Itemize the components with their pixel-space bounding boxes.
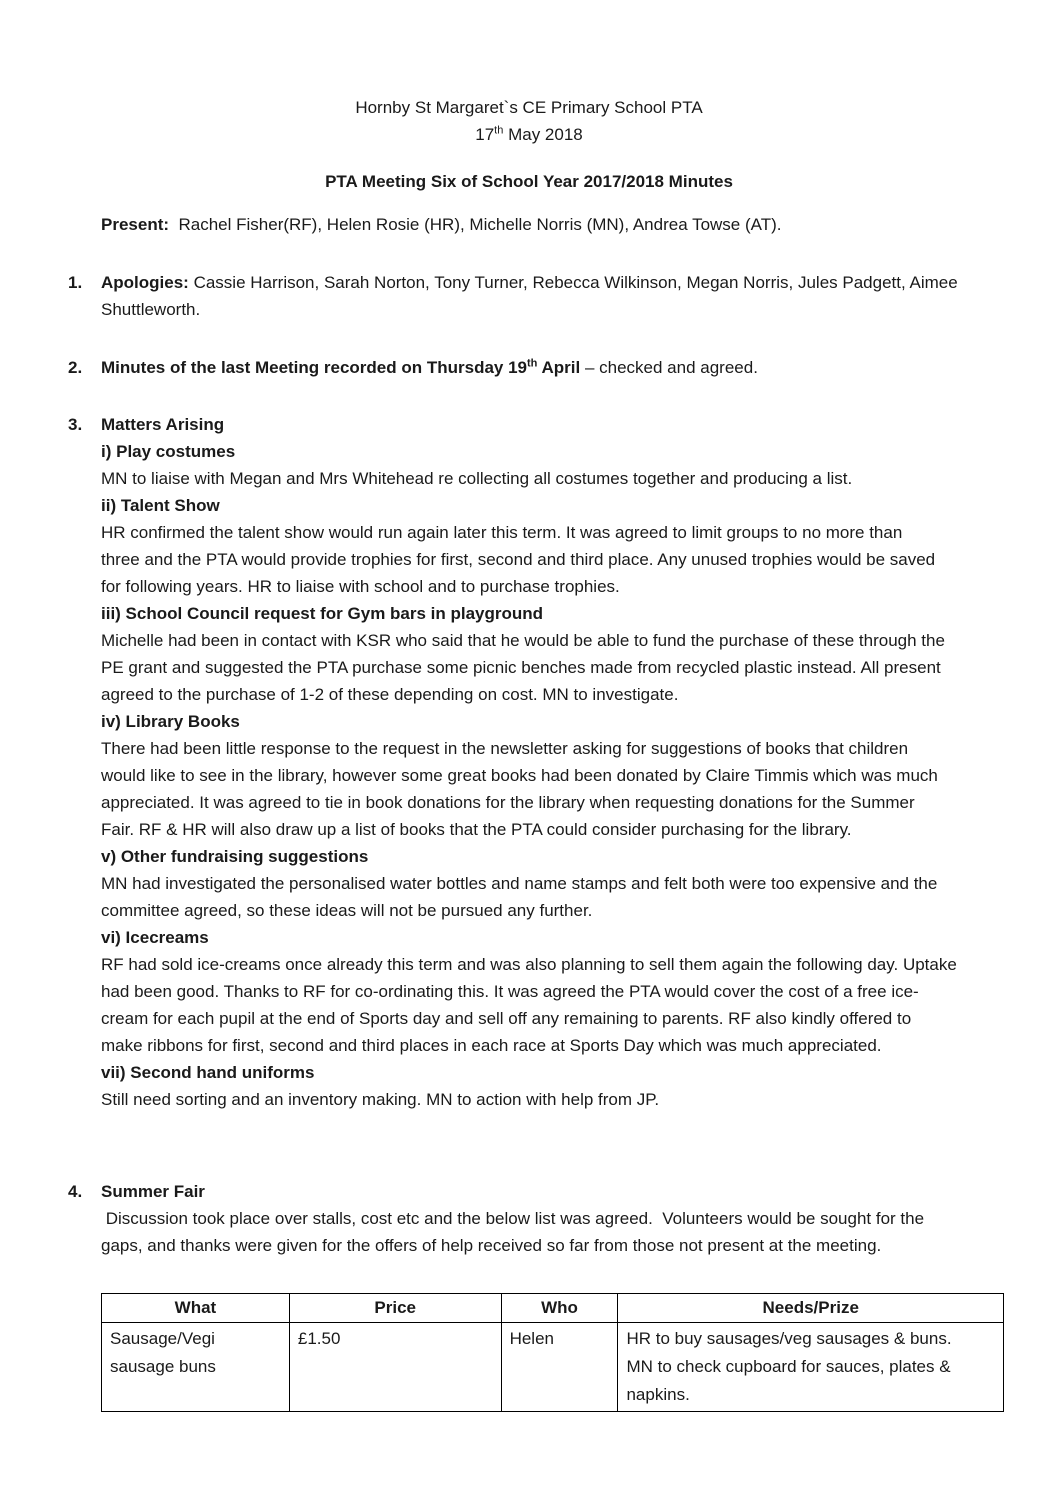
item-text: committee agreed, so these ideas will not be pursued any further.	[101, 901, 593, 920]
item-heading: i) Play costumes	[101, 442, 236, 461]
apologies-names: Cassie Harrison, Sarah Norton, Tony Turner, Rebecca Wilkinson, Megan Norris, Jules Padgett, Aimee	[193, 273, 958, 292]
item-text: cream for each pupil at the end of Sports day and sell off any remaining to parents. RF also kindly offered to	[101, 1009, 912, 1028]
document-header	[0, 94, 1058, 148]
section-apologies	[68, 269, 1003, 323]
cell-price: £1.50	[289, 1323, 501, 1412]
item-text: make ribbons for first, second and third places in each race at Sports Day which was much appreciated.	[101, 1036, 882, 1055]
item-text: agreed to the purchase of 1-2 of these depending on cost. MN to investigate.	[101, 685, 679, 704]
apologies-label: Apologies:	[101, 273, 189, 292]
cell-needs: HR to buy sausages/veg sausages & buns. MN to check cupboard for sauces, plates & napkins.	[618, 1323, 1004, 1412]
summer-fair-title: Summer Fair	[101, 1182, 205, 1201]
document-subtitle: PTA Meeting Six of School Year 2017/2018 Minutes	[325, 172, 733, 191]
item-text: MN to liaise with Megan and Mrs Whitehead re collecting all costumes together and producing a list.	[101, 469, 853, 488]
section-matters-arising	[68, 411, 1003, 1113]
minutes-status: – checked and agreed.	[580, 358, 758, 377]
item-text: for following years. HR to liaise with school and to purchase trophies.	[101, 577, 620, 596]
column-header: Price	[289, 1294, 501, 1323]
item-heading: vi) Icecreams	[101, 928, 209, 947]
present-line	[101, 211, 1001, 238]
item-heading: v) Other fundraising suggestions	[101, 847, 369, 866]
summer-fair-text: Discussion took place over stalls, cost etc and the below list was agreed. Volunteers would be sought for the	[101, 1209, 925, 1228]
table-header-row	[102, 1294, 1004, 1323]
cell-what: Sausage/Vegi sausage buns	[102, 1323, 290, 1412]
school-title: Hornby St Margaret`s CE Primary School PTA	[355, 98, 703, 117]
section-summer-fair	[68, 1178, 1003, 1259]
column-header: Needs/Prize	[618, 1294, 1004, 1323]
apologies-names-cont: Shuttleworth.	[101, 300, 201, 319]
section-number: 4.	[68, 1182, 83, 1201]
item-text: Fair. RF & HR will also draw up a list of books that the PTA could consider purchasing for the library.	[101, 820, 852, 839]
table-row	[102, 1323, 1004, 1412]
column-header: What	[102, 1294, 290, 1323]
item-text: PE grant and suggested the PTA purchase some picnic benches made from recycled plastic instead. All present	[101, 658, 941, 677]
item-text: had been good. Thanks to RF for co-ordinating this. It was agreed the PTA would cover the cost of a free ice-	[101, 982, 919, 1001]
minutes-heading: Minutes of the last Meeting recorded on Thursday 19th April	[101, 357, 581, 377]
present-names: Rachel Fisher(RF), Helen Rosie (HR), Michelle Norris (MN), Andrea Towse (AT).	[178, 215, 782, 234]
column-header: Who	[501, 1294, 618, 1323]
item-text: There had been little response to the request in the newsletter asking for suggestions of books that children	[101, 739, 909, 758]
item-text: would like to see in the library, however some great books had been donated by Claire Timmis which was much	[101, 766, 938, 785]
item-text: RF had sold ice-creams once already this term and was also planning to sell them again the following day. Uptake	[101, 955, 957, 974]
item-text: three and the PTA would provide trophies for first, second and third place. Any unused trophies would be saved	[101, 550, 936, 569]
section-minutes	[68, 354, 1003, 381]
item-text: HR confirmed the talent show would run again later this term. It was agreed to limit groups to no more than	[101, 523, 903, 542]
summer-fair-table	[101, 1293, 1004, 1412]
meeting-date: 17th May 2018	[475, 124, 583, 144]
summer-fair-text: gaps, and thanks were given for the offers of help received so far from those not present at the meeting.	[101, 1236, 882, 1255]
section-number: 1.	[68, 273, 83, 292]
item-text: Still need sorting and an inventory making. MN to action with help from JP.	[101, 1090, 660, 1109]
item-text: Michelle had been in contact with KSR who said that he would be able to fund the purchase of these through the	[101, 631, 945, 650]
item-heading: ii) Talent Show	[101, 496, 220, 515]
item-text: appreciated. It was agreed to tie in book donations for the library when requesting donations for the Summer	[101, 793, 915, 812]
item-heading: iv) Library Books	[101, 712, 240, 731]
section-number: 3.	[68, 415, 83, 434]
item-heading: vii) Second hand uniforms	[101, 1063, 315, 1082]
section-number: 2.	[68, 358, 83, 377]
cell-who: Helen	[501, 1323, 618, 1412]
present-label: Present:	[101, 215, 170, 234]
item-text: MN had investigated the personalised water bottles and name stamps and felt both were too expensive and the	[101, 874, 938, 893]
item-heading: iii) School Council request for Gym bars in playground	[101, 604, 544, 623]
matters-title: Matters Arising	[101, 415, 225, 434]
